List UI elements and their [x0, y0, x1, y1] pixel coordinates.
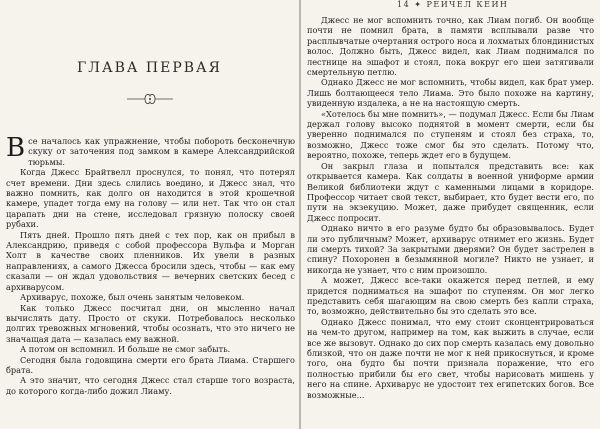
left-page — [0, 0, 299, 429]
right-page — [301, 0, 600, 429]
paragraph: А может, Джесс все-таки окажется перед петлей, и ему придется подниматься на эшафот по ступеням. Он мог легко представить себя шагающим на свою смерть без капли страха, то, возможно, действительно бы это сделать это все. — [307, 275, 594, 317]
running-head: 14 ✦ РЕЙЧЕЛ КЕЙН — [397, 0, 509, 9]
right-text-column — [307, 15, 594, 400]
paragraph: Пять дней. Прошло пять дней с тех пор, как он прибыл в Александрию, приведя с собой профессора Вульфа и Морган Холт в качестве своих пленников. Их увели в разных направлениях, а самого Джесса бросили здесь, чтобы — как ему сказали — он ждал удовольствия — вечерних светских бесед с архиварусом. — [6, 229, 295, 292]
chapter-title: ГЛАВА ПЕРВАЯ — [77, 60, 222, 76]
paragraph: А это значит, что сегодня Джесс стал старше того возраста, до которого когда-либо дожил Лиаму. — [6, 375, 295, 396]
paragraph: Однако Джесс понимал, что ему стоит сконцентрироваться на чем-то другом, например на том, как выжить в случае, если все же вызовут. Однако до сих пор смерть казалась ему довольно близкой, что он даже почти не мог к ней прикоснуться, и кроме того, она будто бы почти признала поражение, что его полностью прибили бы его свет, чтобы нарисовать мишень у него на спине. Архиварус не удостоит тех египетских богов. Все возможные... — [307, 316, 594, 400]
drop-cap: В — [6, 133, 26, 163]
opening-text: се началось как упражнение, чтобы побороть бесконечную скуку от заточения под замком в камере Александрийской тюрьмы. — [28, 136, 295, 167]
flourish-ornament-icon — [125, 92, 175, 106]
paragraph: Он закрыл глаза и попытался представить все: как открывается камера. Как солдаты в военной униформе армии Великой библиотеки ждут с каменными лицами в коридоре. Профессор читает свой текст, выбирает, кто будет вести его, по пути на экзекуцию. Может, даже прибудет священник, если Джесс попросит. — [307, 160, 594, 223]
opening-paragraph — [6, 133, 295, 167]
paragraph: А потом он вспомнил. И больше не смог забыть. — [20, 344, 231, 355]
left-text-column — [6, 133, 295, 396]
paragraph: Архиварус, похоже, был очень занятым человеком. — [20, 292, 245, 303]
paragraph: «Хотелось бы мне помнить», — подумал Джесс. Если бы Лиам держал голову высоко поднятой в момент смерти, если бы уверенно поднимался по ступеням и стоял без страха, то, возможно, Джесс тоже смог бы это сделать. Потому что, вероятно, похоже, теперь ждет его в будущем. — [307, 108, 594, 161]
paragraph: Однако Джесс не мог вспомнить, чтобы видел, как брат умер. Лишь болтающееся тело Лиама. Это было похоже на картину, увиденную издалека, а не на настоящую смерть. — [307, 77, 594, 109]
paragraph: Джесс не мог вспомнить точно, как Лиам погиб. Он вообще почти не помнил брата, в памяти всплывали разве что расплывчатые очертания острого носа и лохматых блондинистых волос. Должно быть, Джесс видел, как Лиам поднимался по лестнице на эшафот и стоял, пока вокруг его шеи затягивали смертельную петлю. — [307, 15, 594, 78]
paragraph: Сегодня была годовщина смерти его брата Лиама. Старшего брата. — [6, 354, 295, 375]
paragraph: Как только Джесс посчитал дни, он мысленно начал вычислять дату. Просто от скуки. Потребовалось несколько долгих тревожных мгновений, чтобы осознать, что это ничего не значащая дата — казалась ему важной. — [6, 302, 295, 344]
paragraph: Однако ничто в его разуме будто бы образовывалось. Будет ли это публичным? Может, архиварус отнимет его жизнь. Будет ли смерть тихой? За закрытыми дверями? Он будет застрелен в спину? Похоронен в безымянной могиле? Никто не узнает, и никогда не узнает, что с ним произошло. — [307, 223, 594, 275]
paragraph: Когда Джесс Брайтвелл проснулся, то понял, что потерял счет времени. Дни здесь слились воедино, и Джесс знал, что важно помнить, как долго он находится в этой крошечной камере, упадет тогда ему на голову — или нет. Так что он стал царапать дни на стене, исследовал грязную полоску своей рубахи. — [6, 167, 295, 230]
